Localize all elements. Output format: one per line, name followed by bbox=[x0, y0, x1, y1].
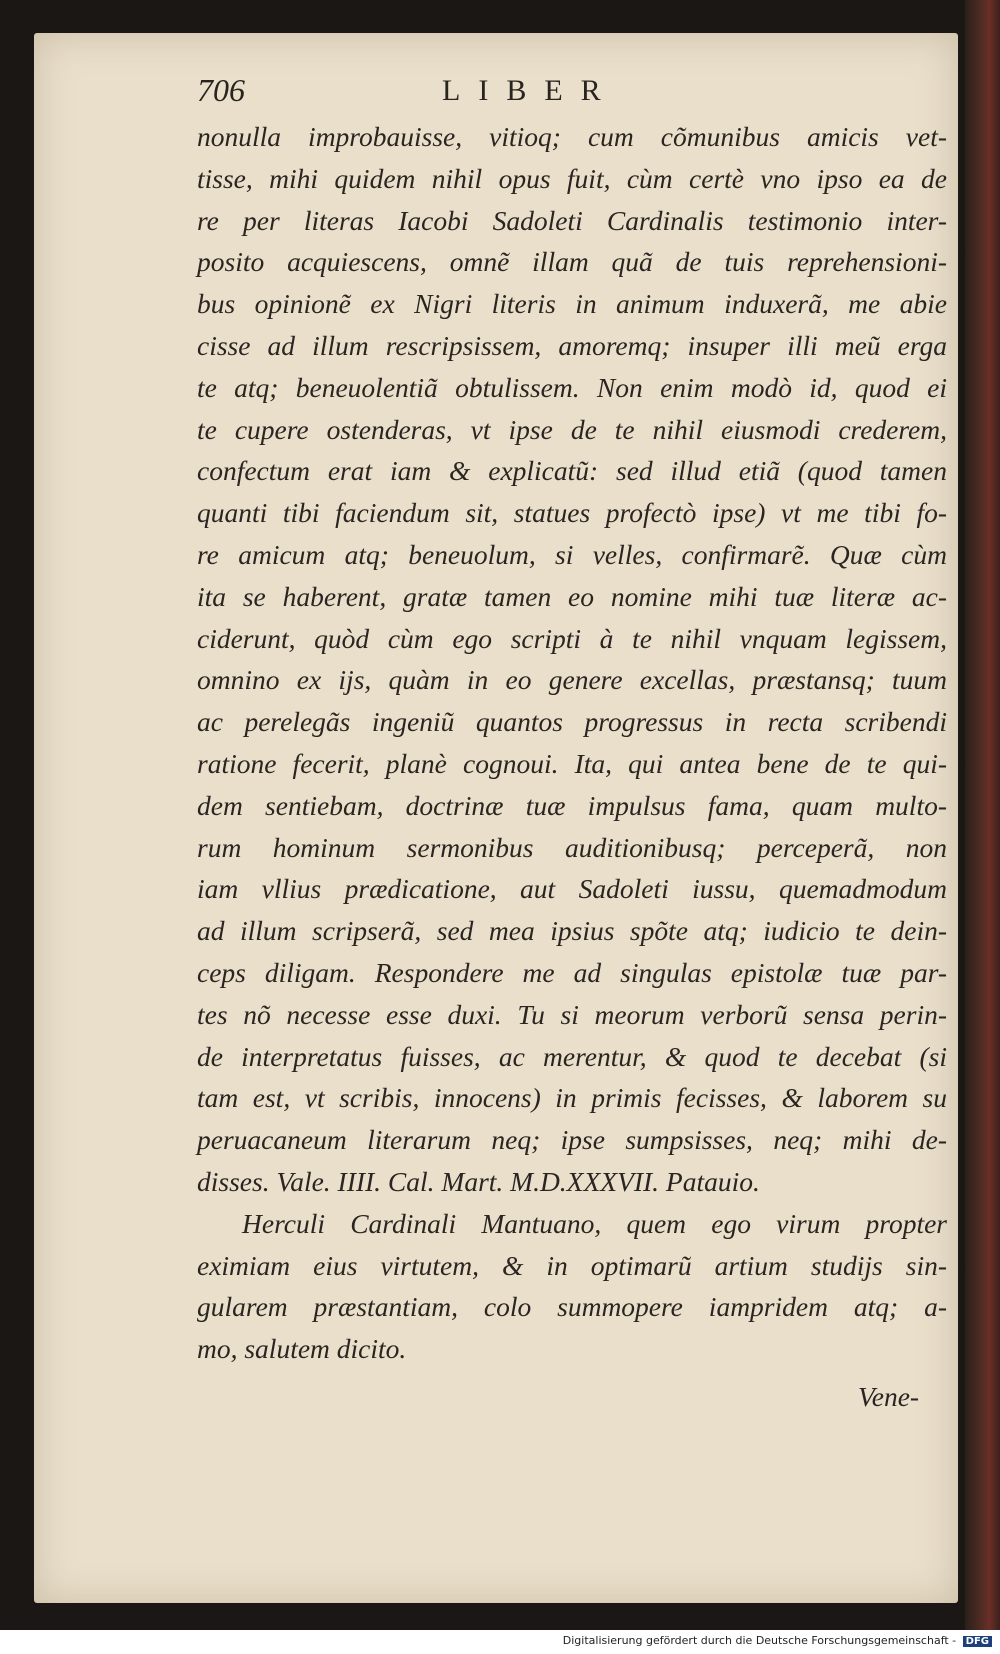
text-line: te atq; beneuolentiã obtulissem. Non enim modò id, quod ei bbox=[197, 371, 947, 403]
text-line: disses. Vale. IIII. Cal. Mart. M.D.XXXVII. Patauio. bbox=[197, 1165, 760, 1197]
text-line: omnino ex ijs, quàm in eo genere excellas, præstansq; tuum bbox=[197, 664, 947, 696]
text-line: iam vllius prædicatione, aut Sadoleti iussu, quemadmodum bbox=[197, 873, 947, 905]
address-line: eximiam eius virtutem, & in optimarũ artium studijs sin- bbox=[197, 1249, 947, 1281]
text-line: confectum erat iam & explicatũ: sed illud etiã (quod tamen bbox=[197, 455, 947, 487]
text-line: tisse, mihi quidem nihil opus fuit, cùm certè vno ipso ea de bbox=[197, 162, 947, 194]
text-line: quanti tibi faciendum sit, statues profectò ipse) vt me tibi fo- bbox=[197, 497, 947, 529]
running-head: LIBER bbox=[442, 74, 619, 107]
dfg-logo: DFG bbox=[963, 1636, 992, 1647]
text-line: nonulla improbauisse, vitioq; cum cõmunibus amicis vet- bbox=[197, 121, 947, 152]
text-line: re amicum atq; beneuolum, si velles, confirmarẽ. Quæ cùm bbox=[197, 538, 947, 570]
text-line: posito acquiescens, omnẽ illam quã de tuis reprehensioni- bbox=[197, 246, 947, 278]
text-line: rum hominum sermonibus auditionibusq; perceperã, non bbox=[197, 831, 947, 863]
text-line: ceps diligam. Respondere me ad singulas epistolæ tuæ par- bbox=[197, 956, 947, 988]
text-line: ratione fecerit, planè cognoui. Ita, qui antea bene de te qui- bbox=[197, 747, 947, 779]
credit-text: Digitalisierung gefördert durch die Deutsche Forschungsgemeinschaft - bbox=[562, 1634, 957, 1647]
text-line: re per literas Iacobi Sadoleti Cardinalis testimonio inter- bbox=[197, 204, 947, 236]
book-spine bbox=[965, 0, 1000, 1630]
digitization-credit bbox=[563, 1634, 992, 1647]
text-line: dem sentiebam, doctrinæ tuæ impulsus fama, quam multo- bbox=[197, 789, 947, 821]
text-line: de interpretatus fuisses, ac merentur, & quod te decebat (si bbox=[197, 1040, 947, 1072]
text-line: bus opinionẽ ex Nigri literis in animum induxerã, me abie bbox=[197, 288, 947, 320]
address-line: Herculi Cardinali Mantuano, quem ego virum propter bbox=[242, 1207, 947, 1239]
text-line: ac perelegãs ingeniũ quantos progressus in recta scribendi bbox=[197, 706, 947, 738]
text-line: peruacaneum literarum neq; ipse sumpsisses, neq; mihi de- bbox=[197, 1124, 947, 1156]
address-line: mo, salutem dicito. bbox=[197, 1333, 407, 1365]
text-line: te cupere ostenderas, vt ipse de te nihil eiusmodi crederem, bbox=[197, 413, 947, 445]
text-line: tes nõ necesse esse duxi. Tu si meorum verborũ sensa perin- bbox=[197, 998, 947, 1030]
body-text bbox=[197, 116, 947, 1370]
address-line: gularem præstantiam, colo summopere iampridem atq; a- bbox=[197, 1291, 947, 1323]
text-line: ciderunt, quòd cùm ego scripti à te nihil vnquam legissem, bbox=[197, 622, 947, 654]
text-line: ad illum scripserã, sed mea ipsius spõte atq; iudicio te dein- bbox=[197, 915, 947, 947]
page-number: 706 bbox=[197, 72, 245, 108]
page-header bbox=[197, 72, 917, 116]
text-line: ita se haberent, gratæ tamen eo nomine mihi tuæ literæ ac- bbox=[197, 580, 947, 612]
text-line: tam est, vt scribis, innocens) in primis fecisses, & laborem su bbox=[197, 1082, 947, 1114]
text-line: cisse ad illum rescripsissem, amoremq; insuper illi meũ erga bbox=[197, 329, 947, 361]
catchword: Vene- bbox=[858, 1381, 920, 1412]
